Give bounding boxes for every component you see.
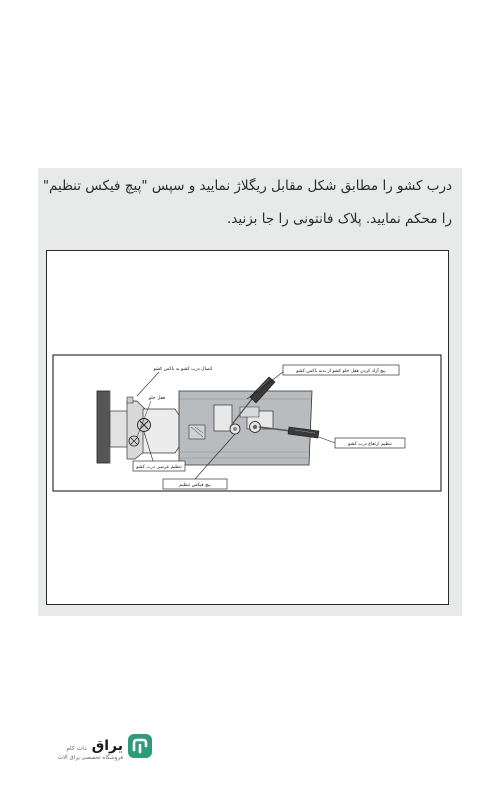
logo-dotcom: دات کام <box>66 745 87 752</box>
logo-mark-icon <box>127 733 153 759</box>
svg-text:تنظیم ارتفاع درب کشو: تنظیم ارتفاع درب کشو <box>348 442 392 447</box>
instruction-panel <box>38 168 462 616</box>
drawer-front-panel <box>97 391 110 463</box>
logo-brand: یراق <box>91 738 123 754</box>
drawer-adjustment-diagram <box>47 251 447 603</box>
svg-text:اتصال درب کشو به باکس کشو: اتصال درب کشو به باکس کشو <box>153 367 213 372</box>
svg-text:پیچ فیکس تنظیم: پیچ فیکس تنظیم <box>179 483 211 488</box>
instruction-line-1: درب کشو را مطابق شکل مقابل ریگلاژ نمایید و سپس "پیچ فیکس تنظیم" <box>42 178 452 194</box>
instruction-line-2: را محکم نمایید. پلاک فانتونی را جا بزنید. <box>227 211 452 227</box>
svg-text:پیچ آزاد کردن قفل جلو کشو از ب: پیچ آزاد کردن قفل جلو کشو از بدنه باکس کشو <box>296 369 386 374</box>
svg-text:تنظیم عرضی درب کشو: تنظیم عرضی درب کشو <box>136 465 182 470</box>
logo-tagline: فروشگاه تخصصی یراق آلات <box>57 755 123 761</box>
brand-logo[interactable] <box>43 733 153 767</box>
diagram-frame <box>46 250 449 605</box>
svg-text:قفل جلو: قفل جلو <box>148 396 166 401</box>
logo-text <box>58 735 123 761</box>
